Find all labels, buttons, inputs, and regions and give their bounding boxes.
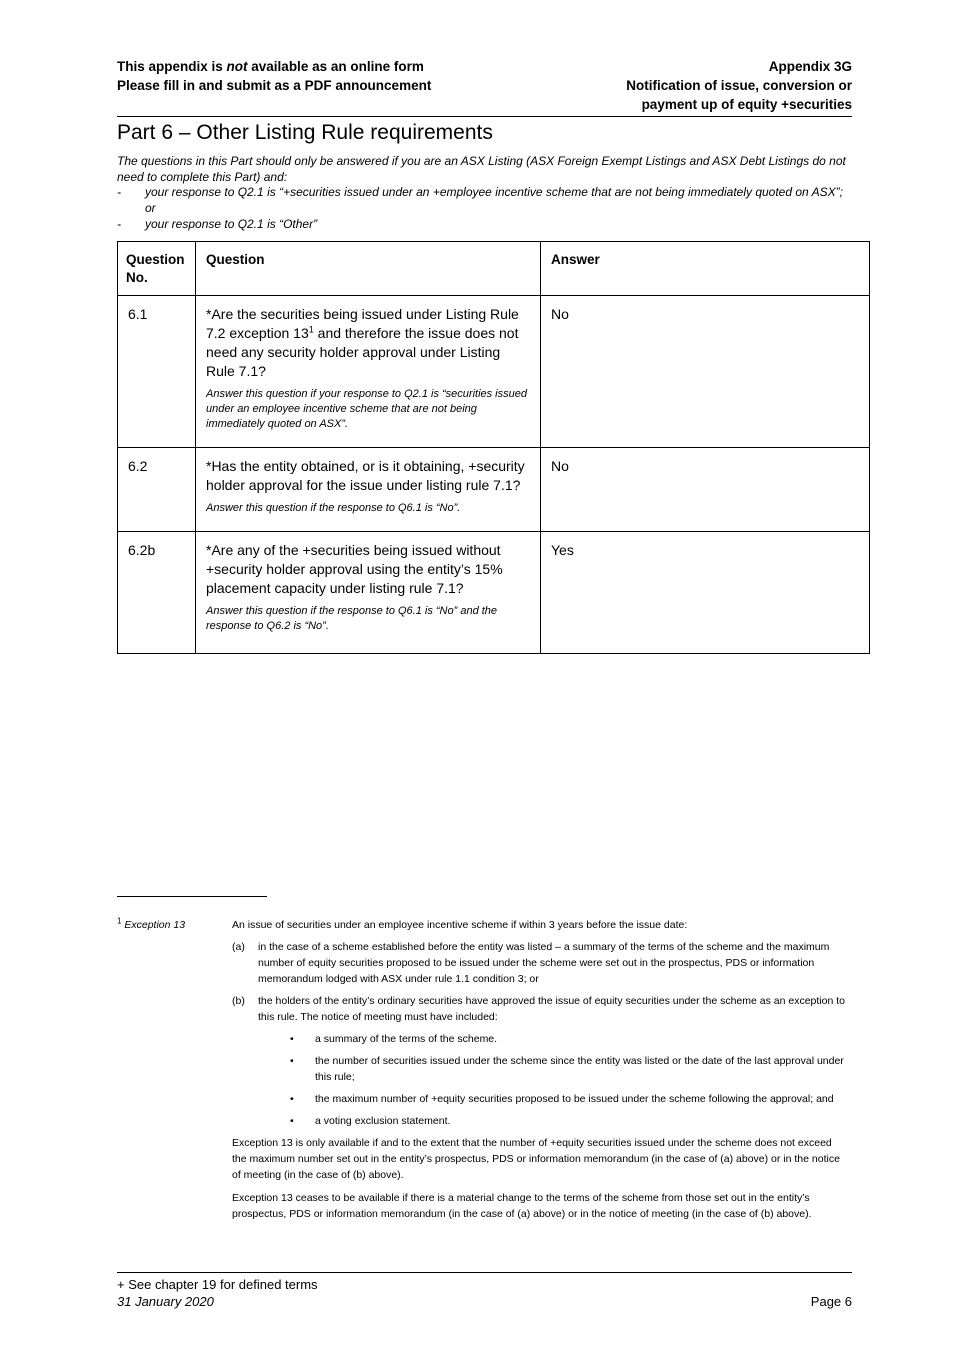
header-right [626,57,852,114]
question-cell [196,295,541,447]
question-text-pre: *Are the securities being issued under Listing Rule 7.2 exception 13 [206,305,519,341]
bullet-text: the maximum number of +equity securities proposed to be issued under the scheme following the approval; and [315,1093,834,1105]
content-area [117,57,852,654]
footnote-label-text: Exception 13 [124,919,186,931]
question-table [117,241,870,654]
bullet-icon: • [290,1093,294,1105]
question-text [206,305,532,381]
question-number-cell: 6.2 [118,447,196,531]
bullet-text: the number of securities issued under the scheme since the entity was listed or the date of the last approval under this rule; [315,1055,844,1083]
footnote-intro: An issue of securities under an employee incentive scheme if within 3 years before the issue date: [232,919,688,931]
bullet-icon: • [290,1033,294,1045]
bullet-item [232,1053,847,1085]
header-left-line1-emphasis: not [226,59,248,74]
question-cell [196,531,541,653]
question-cell [196,447,541,531]
header-left-line2: Please fill in and submit as a PDF announcement [117,78,432,93]
intro-list-item [117,217,852,233]
footnote-closing-paragraph: Exception 13 is only available if and to the extent that the number of +equity securities issued under the scheme does not exceed the maximum number set out in the entity’s prospectus, PDS or information memorandum (in the case of (a) above) or in the notice of meeting (in the case of (b) above). [232,1137,840,1181]
list-marker-a: (a) [232,941,245,953]
question-text: *Has the entity obtained, or is it obtaining, +security holder approval for the issue under listing rule 7.1? [206,457,525,493]
question-number-cell: 6.2b [118,531,196,653]
answer-cell: Yes [541,531,870,653]
column-header-question-no: Question No. [118,241,196,295]
header-left-line1-pre: This appendix is [117,59,227,74]
footnote-list-item [232,939,847,987]
header-divider [117,116,852,117]
intro-list [117,185,852,232]
bullet-text: a voting exclusion statement. [315,1115,451,1127]
appendix-number: Appendix 3G [768,59,852,74]
bullet-icon: • [290,1115,294,1127]
footer-date: 31 January 2020 [117,1294,214,1309]
part-title: Part 6 – Other Listing Rule requirements [117,121,493,144]
table-row [118,531,870,653]
table-row [118,295,870,447]
bullet-icon: • [290,1055,294,1067]
footnote-label [117,917,232,1229]
list-marker-b: (b) [232,995,245,1007]
question-note: Answer this question if the response to Q6.1 is “No”. [206,501,461,514]
footnote-item-text: the holders of the entity’s ordinary securities have approved the issue of equity securities under the scheme as an exception to this rule. The notice of meeting must have included: [258,995,845,1023]
intro-block [117,154,852,233]
table-header-row [118,241,870,295]
bullet-text: a summary of the terms of the scheme. [315,1033,498,1045]
footer-left [117,1276,318,1310]
intro-item-text: your response to Q2.1 is “Other” [145,216,318,231]
page-number: Page 6 [810,1294,852,1309]
footnote [117,917,854,1229]
column-header-question: Question [196,241,541,295]
footnote-item-text: in the case of a scheme established before the entity was listed – a summary of the terms of the scheme and the maximum number of equity securities proposed to be issued under the scheme were set out in the prospectus, PDS or information memorandum lodged with ASX under rule 1.1 condition 3; or [258,941,830,985]
question-text: *Are any of the +securities being issued without +security holder approval using the entity’s 15% placement capacity under listing rule 7.1? [206,541,503,596]
question-note: Answer this question if the response to Q6.1 is “No” and the response to Q6.2 is “No”. [206,604,498,632]
appendix-title-line1: Notification of issue, conversion or [626,78,852,93]
footnote-closing-paragraph: Exception 13 ceases to be available if there is a material change to the terms of the scheme from those set out in the entity’s prospectus, PDS or information memorandum (in the case of (a) above) or in the notice of meeting (in the case of (b) above). [232,1192,812,1220]
footnote-body [232,917,847,1229]
footnote-list-item [232,993,847,1025]
dash-marker: - [117,185,121,200]
header-left-line1-post: available as an online form [247,59,424,74]
footnote-reference: 1 [308,323,314,334]
footnote-section [117,896,854,1229]
defined-terms-note: + See chapter 19 for defined terms [117,1277,318,1292]
answer-cell: No [541,447,870,531]
footnote-marker: 1 [117,916,122,926]
header-left [117,57,431,114]
footnote-divider [117,896,267,897]
intro-list-item [117,185,852,216]
page-footer [117,1272,852,1310]
table-row [118,447,870,531]
appendix-title-line2: payment up of equity +securities [641,97,852,112]
question-note: Answer this question if your response to Q2.1 is “securities issued under an employee incentive scheme that are not being immediately quoted on ASX”. [206,387,527,430]
intro-item-text: your response to Q2.1 is “+securities issued under an +employee incentive scheme that are not being immediately quoted on ASX”; or [145,185,843,216]
answer-cell: No [541,295,870,447]
column-header-answer: Answer [541,241,870,295]
question-number-cell: 6.1 [118,295,196,447]
footer-divider [117,1272,852,1273]
dash-marker: - [117,216,121,231]
bullet-item [232,1091,847,1107]
bullet-item [232,1031,847,1047]
intro-paragraph: The questions in this Part should only be answered if you are an ASX Listing (ASX Foreign Exempt Listings and ASX Debt Listings do not need to complete this Part) and: [117,154,846,184]
footer-row [117,1276,852,1310]
bullet-item [232,1113,847,1129]
header-left-line1 [117,57,431,76]
page-header [117,57,852,114]
question-text-post: and therefore the issue does not need any security holder approval under Listing Rule 7.1? [206,324,519,379]
